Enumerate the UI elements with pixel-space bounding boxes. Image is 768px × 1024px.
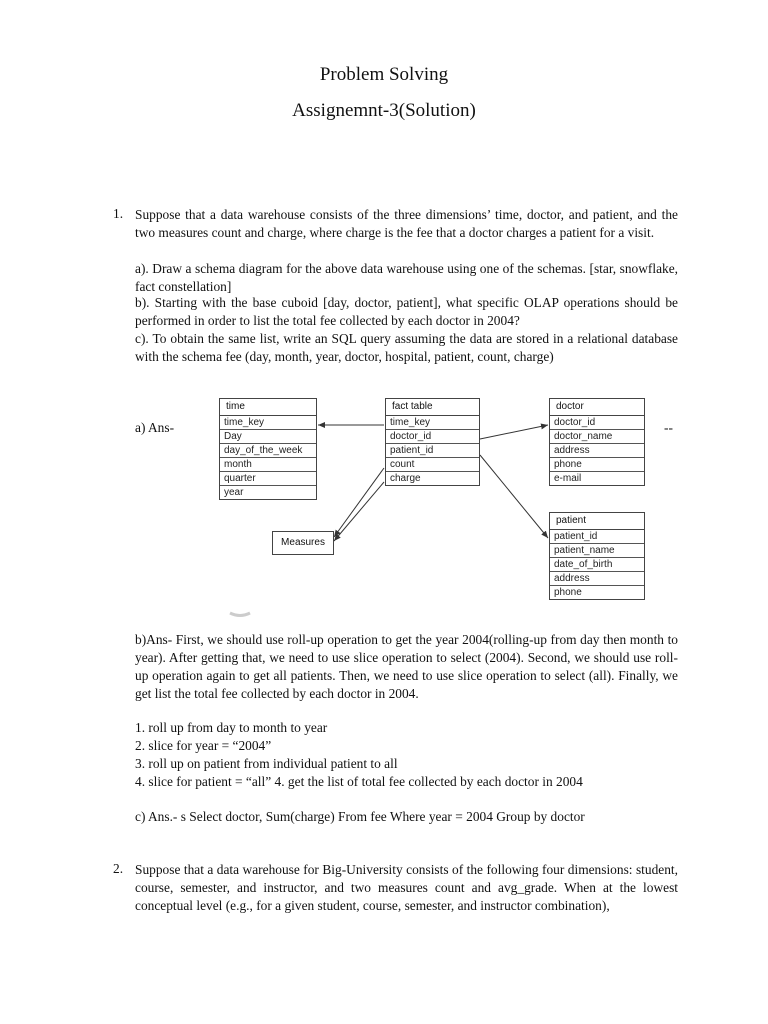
fact-field: patient_id — [386, 444, 479, 458]
doctor-field: doctor_id — [550, 416, 644, 430]
olap-step: 1. roll up from day to month to year — [135, 720, 328, 735]
charge-measures-connector — [334, 482, 384, 541]
measures-box: Measures — [272, 531, 334, 555]
fact-field: count — [386, 458, 479, 472]
time-dimension-table — [219, 398, 317, 500]
doctor-dimension-table — [549, 398, 645, 486]
olap-step: 2. slice for year = “2004” — [135, 738, 272, 753]
doctor-table-header: doctor — [550, 399, 644, 416]
answer-c-sql: c) Ans.- s Select doctor, Sum(charge) From fee Where year = 2004 Group by doctor — [135, 809, 585, 824]
document-subtitle: Assignemnt-3(Solution) — [292, 100, 476, 121]
time-field: year — [224, 487, 244, 498]
question-1-part-b: b). Starting with the base cuboid [day, doctor, patient], what specific OLAP operations should be performed in order to list the total fee collected by each doctor in 2004? — [135, 295, 678, 328]
doctor-field: doctor_name — [550, 430, 644, 444]
fact-table-header: fact table — [386, 399, 479, 416]
question-2-number: 2. — [113, 861, 124, 876]
doctor-field: e-mail — [554, 473, 582, 484]
olap-step: 4. slice for patient = “all” 4. get the list of total fee collected by each doctor in 2004 — [135, 774, 583, 789]
doctor-field: address — [550, 444, 644, 458]
time-field: Day — [220, 430, 316, 444]
answer-a-trailing-dashes: -- — [664, 420, 673, 435]
time-field: month — [220, 458, 316, 472]
fact-field: doctor_id — [386, 430, 479, 444]
doctor-id-connector — [480, 425, 548, 439]
patient-field: address — [550, 572, 644, 586]
question-1-text: Suppose that a data warehouse consists of the three dimensions’ time, doctor, and patient, and the two measures count and charge, where charge is the fee that a doctor charges a patient for a visit. — [135, 207, 678, 240]
count-measures-connector — [334, 468, 384, 537]
fact-table — [385, 398, 480, 486]
patient-id-connector — [480, 455, 548, 538]
time-field: day_of_the_week — [220, 444, 316, 458]
patient-field: patient_id — [550, 530, 644, 544]
question-1-number: 1. — [113, 206, 124, 221]
time-table-header: time — [220, 399, 316, 416]
patient-table-header: patient — [550, 513, 644, 530]
question-1-part-a: a). Draw a schema diagram for the above data warehouse using one of the schemas. [star, snowflake, fact constellation] — [135, 261, 678, 294]
answer-b-text: b)Ans- First, we should use roll-up operation to get the year 2004(rolling-up from day then month to year). After getting that, we need to use slice operation to select (2004). Second, we should use roll-up operation again to get all patients. Then, we need to use slice operation to select (all). Finally, we get list the total fee collected by each doctor in 2004. — [135, 632, 678, 701]
scan-artifact — [230, 613, 250, 616]
answer-a-label: a) Ans- — [135, 420, 175, 435]
patient-field: phone — [554, 587, 582, 598]
question-1-part-c: c). To obtain the same list, write an SQL query assuming the data are stored in a relational database with the schema fee (day, month, year, doctor, hospital, patient, count, charge) — [135, 331, 678, 364]
patient-field: date_of_birth — [550, 558, 644, 572]
document-title: Problem Solving — [319, 64, 449, 85]
time-field: quarter — [220, 472, 316, 486]
question-2-text: Suppose that a data warehouse for Big-University consists of the following four dimensions: student, course, semester, and instructor, and two measures count and avg_grade. When at the lowest conceptual level (e.g., for a given student, course, semester, and instructor combination), — [135, 862, 678, 913]
fact-field: charge — [390, 473, 421, 484]
patient-dimension-table — [549, 512, 645, 600]
doctor-field: phone — [550, 458, 644, 472]
time-field: time_key — [220, 416, 316, 430]
olap-step: 3. roll up on patient from individual patient to all — [135, 756, 398, 771]
patient-field: patient_name — [550, 544, 644, 558]
fact-field: time_key — [386, 416, 479, 430]
